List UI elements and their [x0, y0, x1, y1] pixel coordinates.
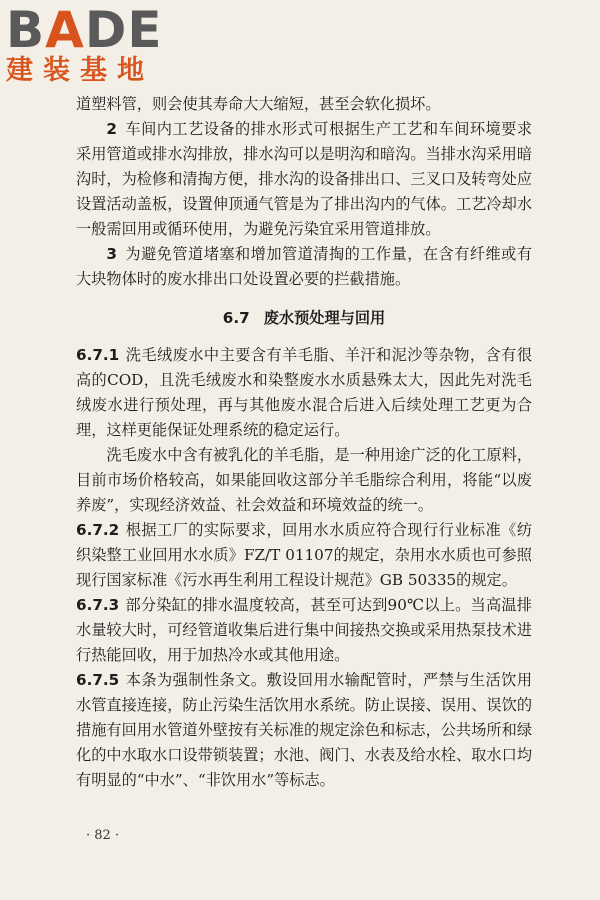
paragraph: [76, 518, 532, 593]
clause-number: 6.7.2: [76, 521, 120, 539]
clause-number: 6.7.5: [76, 671, 120, 689]
paragraph-text: 洗毛废水中含有被乳化的羊毛脂，是一种用途广泛的化工原料，目前市场价格较高，如果能回收这部分羊毛脂综合利用，将能“以废养废”，实现经济效益、社会效益和环境效益的统一。: [76, 446, 532, 514]
paragraph-text: 本条为强制性条文。敷设回用水输配管时，严禁与生活饮用水管直接连接，防止污染生活饮用水系统。防止误接、误用、误饮的措施有回用水管道外壁按有关标准的规定涂色和标志，公共场所和绿化的中水取水口设带锁装置；水池、阀门、水表及给水栓、取水口均有明显的“中水”、“非饮用水”等标志。: [76, 671, 532, 789]
section-title: 废水预处理与回用: [263, 309, 386, 327]
paragraph-text: 洗毛绒废水中主要含有羊毛脂、羊汗和泥沙等杂物，含有很高的COD，且洗毛绒废水和染整废水水质悬殊太大，因此先对洗毛绒废水进行预处理，再与其他废水混合后进入后续处理工艺更为合理，这样更能保证处理系统的稳定运行。: [76, 346, 532, 439]
item-number: 2: [106, 120, 117, 138]
paragraph-text: 车间内工艺设备的排水形式可根据生产工艺和车间环境要求采用管道或排水沟排放，排水沟可以是明沟和暗沟。当排水沟采用暗沟时，为检修和清掏方便，排水沟的设备排出口、三叉口及转弯处应设置活动盖板，设置伸顶通气管是为了排出沟内的气体。工艺冷却水一般需回用或循环使用，为避免污染宜采用管道排放。: [76, 120, 532, 238]
page-number: · 82 ·: [86, 828, 120, 843]
clause-number: 6.7.1: [76, 346, 120, 364]
clause-number: 6.7.3: [76, 596, 120, 614]
paragraph: [76, 668, 532, 793]
top-paragraphs: [76, 92, 532, 292]
paragraph-text: 部分染缸的排水温度较高，甚至可达到90℃以上。当高温排水量较大时，可经管道收集后进行集中间接热交换或采用热泵技术进行热能回收，用于加热冷水或其他用途。: [76, 596, 532, 664]
item-number: 3: [106, 245, 117, 263]
bade-logo: [6, 1, 176, 86]
section-number: 6.7: [222, 309, 250, 327]
body-paragraphs: [76, 343, 532, 793]
section-heading: [76, 306, 532, 331]
paragraph: [76, 117, 532, 242]
paragraph: [76, 92, 532, 117]
document-page: [76, 92, 532, 793]
paragraph: [76, 443, 532, 518]
paragraph: [76, 593, 532, 668]
logo-wordmark: BADE: [6, 1, 163, 59]
paragraph-text: 根据工厂的实际要求，回用水水质应符合现行行业标准《纺织染整工业回用水水质》FZ/T 01107的规定，杂用水水质也可参照现行国家标准《污水再生利用工程设计规范》GB 50335的规定。: [76, 521, 532, 589]
logo-subtitle: 建装基地: [6, 55, 154, 86]
paragraph-text: 道塑料管，则会使其寿命大大缩短，甚至会软化损坏。: [76, 95, 441, 113]
paragraph: [76, 242, 532, 292]
paragraph: [76, 343, 532, 443]
paragraph-text: 为避免管道堵塞和增加管道清掏的工作量，在含有纤维或有大块物体时的废水排出口处设置必要的拦截措施。: [76, 245, 532, 288]
